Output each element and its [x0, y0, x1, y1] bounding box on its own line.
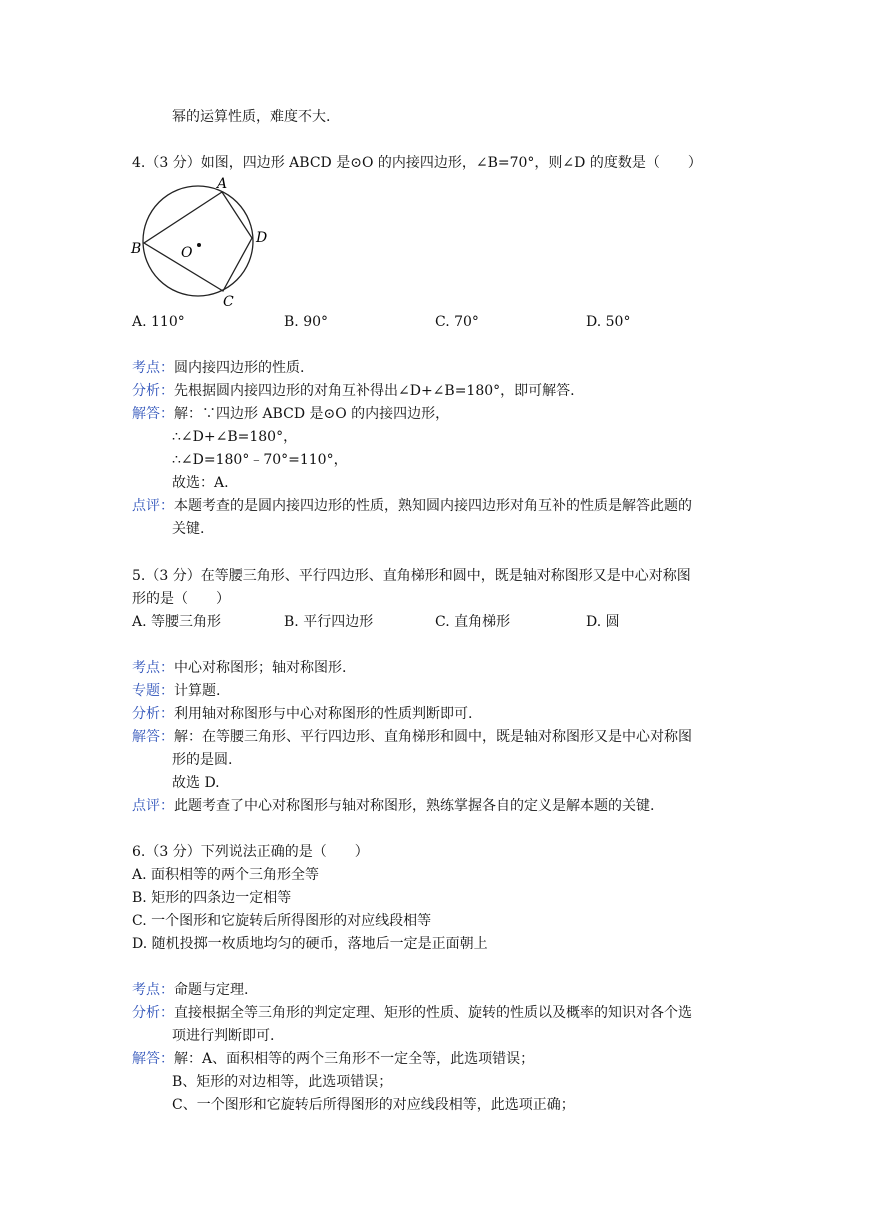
label-d: D — [256, 230, 268, 246]
q6-jieda-row — [132, 1049, 534, 1069]
dianping-label: 点评： — [132, 498, 174, 514]
q4-dianping-line-2: 关键. — [172, 521, 205, 537]
q5-kaodian-row — [132, 658, 346, 678]
q5-kaodian-text: 中心对称图形；轴对称图形. — [174, 660, 347, 676]
q4-kaodian-text: 圆内接四边形的性质. — [174, 360, 305, 376]
q4-jieda-row — [132, 404, 449, 424]
q6-option-d: D. 随机投掷一枚质地均匀的硬币，落地后一定是正面朝上 — [132, 936, 488, 952]
fenxi-label: 分析： — [132, 383, 174, 399]
q6-jieda-line-2: B、矩形的对边相等，此选项错误； — [172, 1074, 393, 1090]
q6-stem: 6.（3 分）下列说法正确的是（ ） — [132, 844, 369, 860]
q4-dianping-row — [132, 496, 692, 516]
label-b: B — [131, 241, 142, 257]
q5-stem-line-1: 5.（3 分）在等腰三角形、平行四边形、直角梯形和圆中，既是轴对称图形又是中心对称图 — [132, 568, 691, 584]
fenxi-label: 分析： — [132, 706, 174, 722]
q4-fenxi-text: 先根据圆内接四边形的对角互补得出∠D+∠B=180°，即可解答. — [174, 383, 575, 399]
label-a: A — [217, 176, 228, 192]
q4-option-c: C. 70° — [435, 314, 479, 330]
q5-dianping-text: 此题考查了中心对称图形与轴对称图形，熟练掌握各自的定义是解本题的关键. — [174, 798, 655, 814]
label-c: C — [223, 294, 234, 310]
zhuanti-label: 专题： — [132, 683, 174, 699]
q5-jieda-line-2: 形的是圆. — [172, 752, 233, 768]
q6-option-b: B. 矩形的四条边一定相等 — [132, 890, 292, 906]
q6-option-c: C. 一个图形和它旋转后所得图形的对应线段相等 — [132, 913, 432, 929]
kaodian-label: 考点： — [132, 660, 174, 676]
q5-jieda-line-3: 故选 D. — [172, 775, 220, 791]
q6-jieda-line-3: C、一个图形和它旋转后所得图形的对应线段相等，此选项正确； — [172, 1097, 575, 1113]
q5-zhuanti-text: 计算题. — [174, 683, 221, 699]
q5-fenxi-row — [132, 704, 472, 724]
q4-jieda-line-4: 故选：A. — [172, 475, 229, 491]
q4-kaodian-row — [132, 358, 304, 378]
intro-line: 幂的运算性质，难度不大. — [172, 109, 331, 125]
q6-kaodian-row — [132, 980, 248, 1000]
q6-fenxi-line-2: 项进行判断即可. — [172, 1028, 275, 1044]
kaodian-label: 考点： — [132, 360, 174, 376]
label-o: O — [181, 245, 193, 261]
q5-option-c: C. 直角梯形 — [435, 614, 511, 630]
quadrilateral-abcd — [144, 192, 252, 291]
q4-stem: 4.（3 分）如图，四边形 ABCD 是⊙O 的内接四边形，∠B=70°，则∠D 的度数是（ ） — [132, 155, 702, 171]
q4-figure-circle-quadrilateral — [126, 175, 276, 310]
q5-jieda-line-1: 解：在等腰三角形、平行四边形、直角梯形和圆中，既是轴对称图形又是中心对称图 — [174, 729, 692, 745]
q5-stem-line-2: 形的是（ ） — [132, 591, 230, 607]
q6-kaodian-text: 命题与定理. — [174, 982, 249, 998]
q5-option-b: B. 平行四边形 — [284, 614, 374, 630]
q4-jieda-line-2: ∴∠D+∠B=180°， — [172, 429, 298, 445]
q4-dianping-line-1: 本题考查的是圆内接四边形的性质，熟知圆内接四边形对角互补的性质是解答此题的 — [174, 498, 692, 514]
q5-option-d: D. 圆 — [586, 614, 620, 630]
q5-fenxi-text: 利用轴对称图形与中心对称图形的性质判断即可. — [174, 706, 473, 722]
q6-option-a: A. 面积相等的两个三角形全等 — [132, 867, 320, 883]
kaodian-label: 考点： — [132, 982, 174, 998]
q6-jieda-line-1: 解：A、面积相等的两个三角形不一定全等，此选项错误； — [174, 1051, 535, 1067]
fenxi-label: 分析： — [132, 1005, 174, 1021]
q4-option-d: D. 50° — [586, 314, 631, 330]
dianping-label: 点评： — [132, 798, 174, 814]
q4-jieda-line-3: ∴∠D=180°﹣70°=110°， — [172, 452, 348, 468]
q5-zhuanti-row — [132, 681, 220, 701]
q4-option-a: A. 110° — [132, 314, 185, 330]
center-point — [197, 243, 201, 247]
q5-jieda-row — [132, 727, 692, 747]
q5-option-a: A. 等腰三角形 — [132, 614, 222, 630]
q4-fenxi-row — [132, 381, 575, 401]
q4-option-b: B. 90° — [284, 314, 329, 330]
jieda-label: 解答： — [132, 1051, 174, 1067]
q6-fenxi-row — [132, 1003, 692, 1023]
circle-o — [143, 186, 253, 296]
q5-dianping-row — [132, 796, 654, 816]
jieda-label: 解答： — [132, 406, 174, 422]
q6-fenxi-line-1: 直接根据全等三角形的判定定理、矩形的性质、旋转的性质以及概率的知识对各个选 — [174, 1005, 692, 1021]
jieda-label: 解答： — [132, 729, 174, 745]
q4-jieda-line-1: 解：∵四边形 ABCD 是⊙O 的内接四边形， — [174, 406, 450, 422]
